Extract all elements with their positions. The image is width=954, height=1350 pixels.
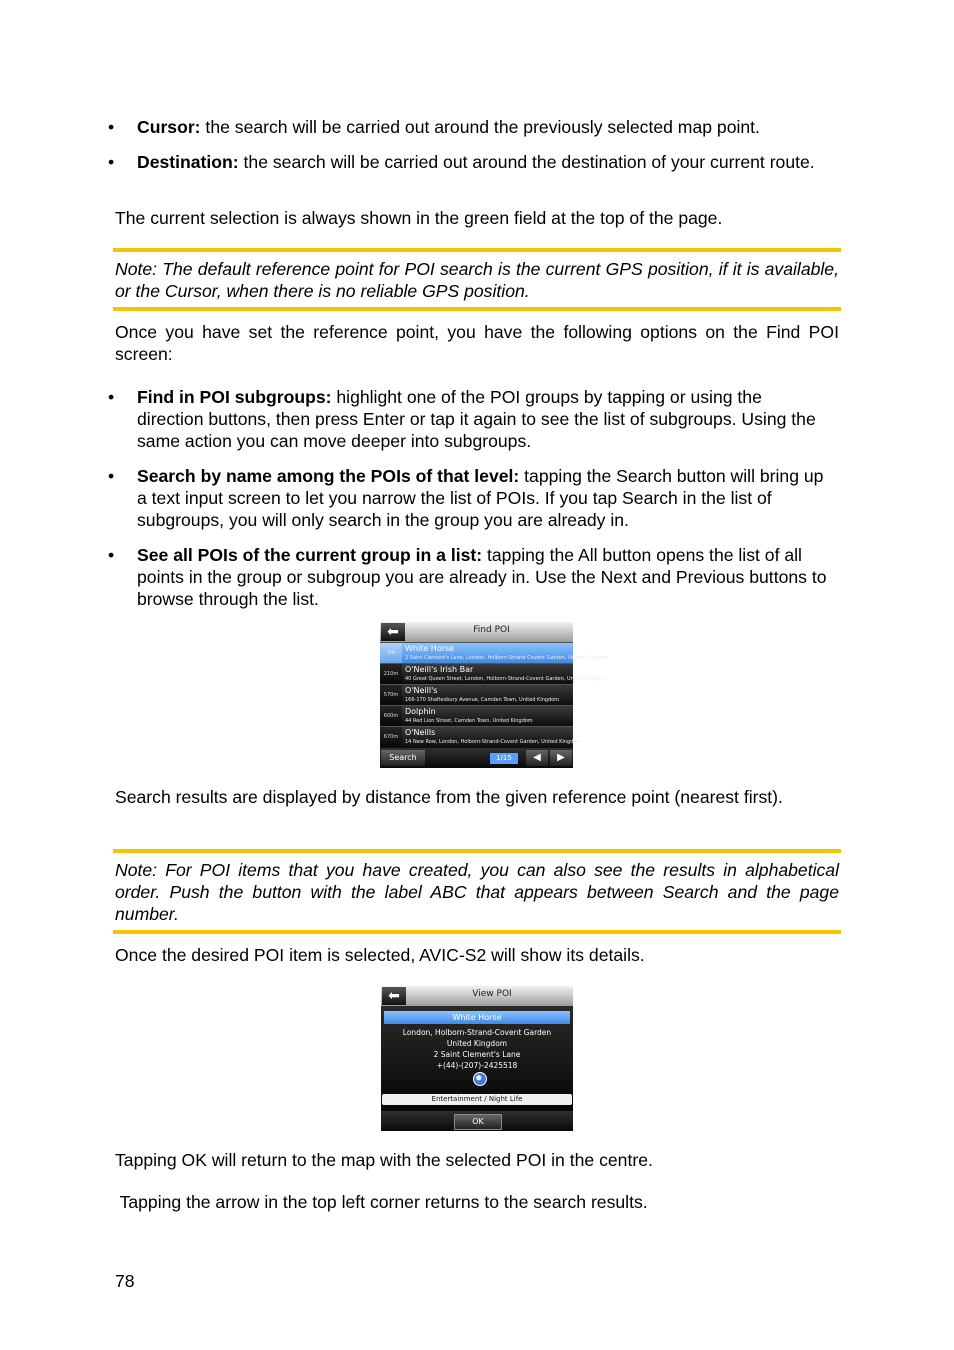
poi-address: 40 Great Queen Street, London, Holborn-Strand-Covent Garden, United Kingdom (405, 676, 608, 682)
poi-category: Entertainment / Night Life (382, 1094, 572, 1105)
poi-address: 166-170 Shaftesbury Avenue, Camden Town, United Kingdom (405, 697, 560, 703)
poi-address: 14 New Row, London, Holborn-Strand-Covent Garden, United Kingdom (405, 739, 582, 745)
bullet-text: tapping the Search button will bring up a text input screen to let you narrow the list of POIs. If you tap Search in the list of subgroups, you will only search in the group you are already in. (137, 466, 824, 530)
bullet-text: the search will be carried out around the destination of your current route. (238, 152, 815, 172)
poi-detail-line: United Kingdom (446, 1039, 508, 1048)
bullet-text: the search will be carried out around the previously selected map point. (200, 117, 760, 137)
page-indicator: 1/15 (490, 753, 518, 764)
view-poi-footer (381, 1111, 573, 1131)
globe-icon[interactable] (473, 1072, 487, 1086)
poi-name: White Horse (384, 1011, 570, 1024)
note-top-bar (113, 248, 841, 252)
bullet-term: Cursor: (137, 117, 201, 137)
search-button[interactable]: Search (381, 750, 425, 766)
details-paragraph: Once the desired POI item is selected, AVIC-S2 will show its details. (115, 945, 645, 965)
bullet-text: highlight one of the POI groups by tapping or using the direction buttons, then press Enter or tap it again to see the list of subgroups. Using the same action you can move deeper into subgroups. (137, 387, 816, 451)
bullet-term: Find in POI subgroups: (137, 387, 332, 407)
note-default-reference: Note: The default reference point for POI search is the current GPS position, if it is available, or the Cursor, when there is no reliable GPS position. (115, 259, 839, 301)
bullet-dot: • (108, 545, 115, 565)
poi-address: 44 Red Lion Street, Camden Town, United Kingdom (405, 718, 533, 724)
screen-title: Find POI (473, 625, 510, 635)
view-poi-header (381, 986, 573, 1006)
poi-address: 2 Saint Clement's Lane, London, Holborn-Strand-Covent Garden, United Kingdom (405, 655, 609, 661)
poi-row[interactable] (380, 684, 573, 705)
find-poi-screenshot (380, 622, 609, 768)
selection-paragraph: The current selection is always shown in the green field at the top of the page. (115, 208, 723, 228)
bullet-term: Destination: (137, 152, 239, 172)
poi-name: O'Neill's Irish Bar (405, 665, 474, 674)
poi-distance: 600m (380, 706, 402, 726)
find-poi-footer (380, 748, 573, 768)
note-alphabetical: Note: For POI items that you have created, you can also see the results in alphabetical order. Push the button with the label ABC that appears between Search and the page number. (115, 860, 839, 924)
poi-row[interactable] (380, 726, 582, 747)
poi-distance: 210m (380, 664, 402, 684)
back-arrow-icon[interactable]: ⬅ (382, 987, 406, 1005)
poi-name: O'Neills (405, 728, 436, 737)
screen-title: View POI (472, 989, 512, 999)
poi-distance: 7m (380, 643, 402, 663)
poi-name: Dolphin (405, 707, 436, 716)
poi-name: White Horse (405, 644, 455, 653)
options-intro: Once you have set the reference point, you have the following options on the Find POI screen: (115, 322, 839, 364)
note-bottom-bar (113, 930, 841, 934)
note-bottom-bar (113, 307, 841, 311)
view-poi-screenshot (381, 986, 573, 1131)
poi-detail-line: London, Holborn-Strand-Covent Garden (402, 1028, 552, 1037)
bullet-term: See all POIs of the current group in a list: (137, 545, 483, 565)
poi-phone: +(44)-(207)-2425518 (436, 1061, 518, 1070)
poi-detail-line: 2 Saint Clement's Lane (433, 1050, 521, 1059)
poi-distance: 670m (380, 727, 402, 747)
poi-row[interactable] (380, 663, 608, 684)
page-number: 78 (115, 1271, 135, 1291)
poi-distance: 570m (380, 685, 402, 705)
poi-name: O'Neill's (405, 686, 438, 695)
bullet-dot: • (108, 466, 115, 486)
ok-button[interactable]: OK (454, 1114, 502, 1130)
bullet-dot: • (108, 387, 115, 407)
back-arrow-icon[interactable]: ⬅ (381, 623, 405, 641)
bullet-dot: • (108, 152, 115, 172)
note-top-bar (113, 849, 841, 853)
results-paragraph: Search results are displayed by distance from the given reference point (nearest first). (115, 787, 783, 807)
bullet-term: Search by name among the POIs of that level: (137, 466, 520, 486)
poi-row-selected[interactable] (380, 642, 609, 663)
bullet-text: tapping the All button opens the list of all points in the group or subgroup you are already in. Use the Next and Previous buttons to browse through the list. (137, 545, 827, 609)
next-arrow-icon[interactable]: ▶ (550, 750, 572, 766)
ok-paragraph: Tapping OK will return to the map with the selected POI in the centre. (115, 1150, 653, 1170)
poi-row[interactable] (380, 705, 573, 726)
find-poi-header (380, 622, 573, 642)
bullet-dot: • (108, 117, 115, 137)
previous-arrow-icon[interactable]: ◀ (526, 750, 548, 766)
arrow-paragraph: Tapping the arrow in the top left corner returns to the search results. (115, 1192, 648, 1212)
